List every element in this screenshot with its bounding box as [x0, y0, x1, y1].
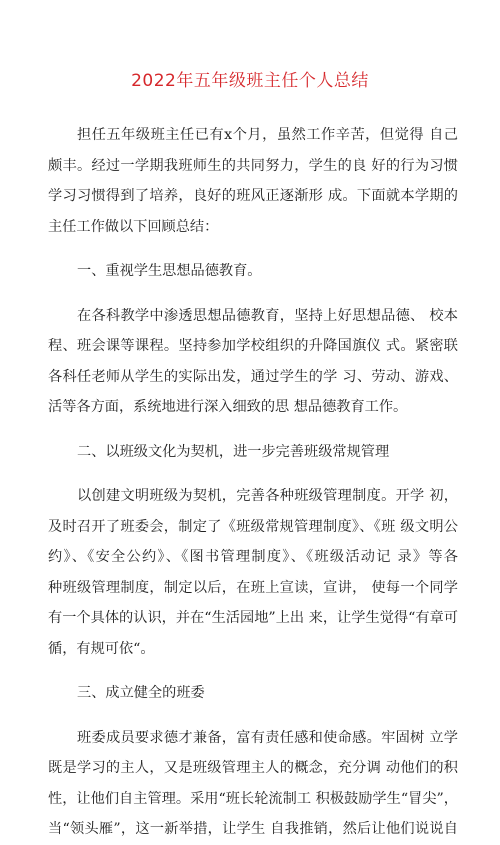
- document-body: [48, 120, 458, 845]
- section-heading: 三、成立健全的班委: [77, 685, 205, 701]
- paragraph-line: 学习习惯得到了培养，良好的班风正逐渐形 成。下面就本学期的: [48, 188, 458, 204]
- paragraph-line: 活等各方面，系统地进行深入细致的思 想品德教育工作。: [48, 399, 408, 415]
- paragraph-line: 当“领头雁”，这一新举措，让学生 自我推销，然后让他们说说自: [48, 821, 458, 837]
- section-heading: 二、以班级文化为契机，进一步完善班级常规管理: [77, 443, 390, 460]
- paragraph-line: 约》、《安全公约》、《图书管理制度》、《班级活动记 录》等各: [48, 549, 458, 565]
- paragraph-line: 担任五年级班主任已有x个月，虽然工作辛苦，但觉得 自己: [77, 127, 458, 143]
- paragraph-line: 班委成员要求德才兼备，富有责任感和使命感。牢固树 立学: [77, 729, 458, 746]
- paragraph-line: 种班级管理制度，制定以后，在班上宣读，宣讲， 使每一个同学: [48, 579, 458, 596]
- section-heading: 一、重视学生思想品德教育。: [77, 263, 262, 279]
- paragraph-line: 颇丰。经过一学期我班师生的共同努力，学生的良 好的行为习惯: [48, 157, 458, 174]
- paragraph-line: 以创建文明班级为契机，完善各种班级管理制度。开学 初，: [77, 488, 458, 504]
- paragraph-line: 及时召开了班委会，制定了《班级常规管理制度》、《班 级文明公: [48, 518, 458, 535]
- paragraph-line: 循，有规可依“。: [48, 640, 155, 657]
- paragraph-line: 在各科教学中渗透思想品德教育，坚持上好思想品德、 校本: [77, 307, 458, 324]
- paragraph-line: 有一个具体的认识，并在“生活园地”上出 来，让学生觉得“有章可: [48, 610, 458, 626]
- paragraph-line: 性，让他们自主管理。采用“班长轮流制工 积极鼓励学生“冒尖”，: [48, 790, 458, 807]
- paragraph-line: 各科任老师从学生的实际出发，通过学生的学 习、劳动、游戏、: [48, 368, 458, 385]
- paragraph-line: 既是学习的主人，又是班级管理主人的概念，充分调 动他们的积: [48, 760, 458, 776]
- paragraph-line: 主任工作做以下回顾总结：: [48, 218, 219, 235]
- document-title: 2022年五年级班主任个人总结: [131, 71, 369, 91]
- paragraph-line: 程、班会课等课程。坚持参加学校组织的升降国旗仪 式。紧密联: [48, 338, 458, 354]
